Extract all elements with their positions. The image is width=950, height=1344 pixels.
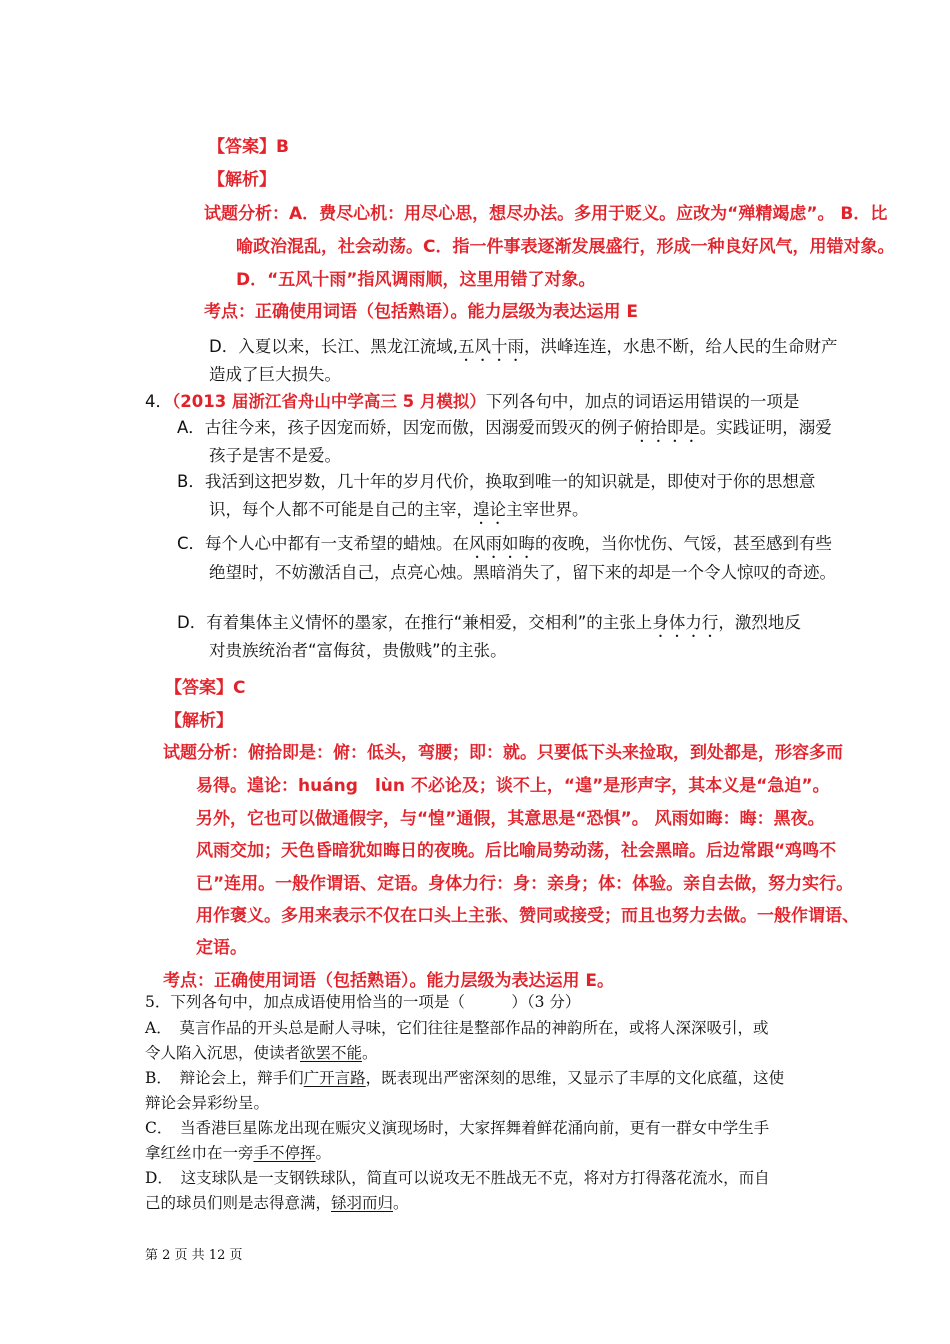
analysis-line: 定语。 bbox=[196, 938, 247, 958]
answer-line-1 bbox=[208, 132, 289, 157]
q4-option-d-line-2: 对贵族统治者“富侮贫，贵傲贱”的主张。 bbox=[209, 641, 507, 660]
analysis-line: D．“五风十雨”指风调雨顺，这里用错了对象。 bbox=[236, 270, 596, 290]
q5-option-c-line-1: C． 当香港巨星陈龙出现在赈灾义演现场时，大家挥舞着鲜花涌向前，更有一群女中学生手 bbox=[145, 1119, 770, 1137]
underlined-idiom: 欲罢不能 bbox=[300, 1044, 363, 1062]
option-text: ，激烈地反 bbox=[718, 613, 801, 632]
underlined-idiom: 铩羽而归 bbox=[331, 1194, 394, 1212]
option-text: A．古往今来，孩子因宠而娇，因宠而傲，因溺爱而毁灭的例子 bbox=[177, 418, 634, 437]
analysis-line: 试题分析：A．费尽心机：用尽心思，想尽办法。多用于贬义。应改为“殚精竭虑”。 B．比 bbox=[204, 204, 888, 224]
option-text: D．有着集体主义情怀的墨家，在推行“兼相爱，交相利”的主张上 bbox=[177, 613, 653, 632]
dotted-phrase: 遑论 bbox=[473, 500, 506, 519]
analysis-line: 喻政治混乱，社会动荡。C．指一件事表逐渐发展盛行，形成一种良好风气，用错对象。 bbox=[236, 237, 895, 257]
option-text: B． 辩论会上，辩手们 bbox=[145, 1069, 304, 1087]
underlined-idiom: 广开言路 bbox=[303, 1069, 366, 1087]
option-text: 识，每个人都不可能是自己的主宰， bbox=[209, 500, 473, 519]
dotted-phrase: 风雨如晦 bbox=[469, 534, 536, 553]
option-text: ，洪峰连连，水患不断，给人民的生命财产 bbox=[523, 337, 838, 356]
question-4-stem bbox=[145, 388, 799, 412]
q5-option-a-line-1: A． 莫言作品的开头总是耐人寻味，它们往往是整部作品的神韵所在，或将人深深吸引，或 bbox=[145, 1019, 769, 1037]
q5-option-d-line-2 bbox=[145, 1191, 409, 1213]
q4-option-a-line-2: 孩子是害不是爱。 bbox=[209, 446, 341, 465]
q4-option-c-line-1 bbox=[177, 530, 832, 562]
option-text: 。实践证明，溺爱 bbox=[699, 418, 832, 437]
q4-option-b-line-2 bbox=[209, 496, 589, 528]
q4-option-c-line-2: 绝望时，不妨激活自己，点亮心烛。黑暗消失了，留下来的却是一个令人惊叹的奇迹。 bbox=[209, 563, 836, 582]
analysis-line: 已”连用。一般作谓语、定语。身体力行：身：亲身；体：体验。亲自去做，努力实行。 bbox=[196, 874, 854, 894]
kaodian-text: 考点：正确使用词语（包括熟语）。能力层级为表达运用 E bbox=[204, 302, 639, 322]
option-text: 己的球员们则是志得意满， bbox=[145, 1194, 332, 1212]
question-stem: 下列各句中，加点的词语运用错误的一项是 bbox=[485, 392, 800, 411]
analysis-line: 风雨交加；天色昏暗犹如晦日的夜晚。后比喻局势动荡，社会黑暗。后边常跟“鸡鸣不 bbox=[196, 841, 837, 861]
option-text: 。 bbox=[315, 1144, 332, 1162]
option-text: 拿红丝巾在一旁 bbox=[145, 1144, 254, 1162]
question-source: （2013 届浙江省舟山中学高三 5 月模拟） bbox=[172, 392, 486, 411]
analysis-line: 另外，它也可以做通假字，与“惶”通假，其意思是“恐惧”。 风雨如晦：晦：黑夜。 bbox=[196, 809, 825, 829]
analysis-line: 试题分析：俯拾即是：俯：低头，弯腰；即：就。只要低下头来捡取，到处都是，形容多而 bbox=[163, 743, 843, 763]
page-footer: 第 2 页 共 12 页 bbox=[145, 1248, 243, 1263]
q5-option-c-line-2 bbox=[145, 1141, 331, 1163]
answer-value: B bbox=[276, 137, 289, 157]
option-text: D．入夏以来，长江、黑龙江流域, bbox=[209, 337, 458, 356]
dotted-phrase: 俯拾即是 bbox=[633, 418, 700, 437]
analysis-line: 易得。遑论：huáng lùn 不必论及；谈不上，“遑”是形声字，其本义是“急迫”。 bbox=[196, 776, 830, 796]
dotted-phrase: 身体力行 bbox=[652, 613, 719, 632]
answer-label: 【答案】 bbox=[165, 678, 233, 698]
option-text: 。 bbox=[393, 1194, 409, 1212]
q4-option-b-line-1: B．我活到这把岁数，几十年的岁月代价，换取到唯一的知识就是，即使对于你的思想意 bbox=[177, 472, 816, 491]
analysis-label: 【解析】 bbox=[165, 711, 233, 731]
q5-option-b-line-1 bbox=[145, 1066, 784, 1088]
kaodian-text: 考点：正确使用词语（包括熟语）。能力层级为表达运用 E。 bbox=[163, 971, 615, 991]
analysis-line: 用作褒义。多用来表示不仅在口头上主张、赞同或接受；而且也努力去做。一般作谓语、 bbox=[196, 906, 859, 926]
option-text: ，既表现出严密深刻的思维，又显示了丰厚的文化底蕴，这使 bbox=[365, 1069, 785, 1087]
answer-value: C bbox=[233, 678, 246, 698]
q5-option-a-line-2 bbox=[145, 1041, 378, 1063]
question-5-stem: 5．下列各句中，加点成语使用恰当的一项是（ ）（3 分） bbox=[145, 993, 581, 1011]
underlined-idiom: 手不停挥 bbox=[253, 1144, 316, 1162]
dotted-phrase: 五风十雨 bbox=[457, 337, 524, 356]
option-text: C．每个人心中都有一支希望的蜡烛。在 bbox=[177, 534, 470, 553]
option-text: 主宰世界。 bbox=[506, 500, 589, 519]
analysis-label: 【解析】 bbox=[208, 170, 276, 190]
option-text: 的夜晚，当你忧伤、气馁，甚至感到有些 bbox=[535, 534, 833, 553]
answer-line-2 bbox=[165, 673, 245, 698]
option-text: 。 bbox=[362, 1044, 378, 1062]
option-text: 令人陷入沉思，使读者 bbox=[145, 1044, 301, 1062]
question-number: 4． bbox=[145, 392, 172, 411]
option-d-line-2: 造成了巨大损失。 bbox=[209, 365, 341, 384]
q5-option-b-line-2: 辩论会异彩纷呈。 bbox=[145, 1094, 270, 1112]
answer-label: 【答案】 bbox=[208, 137, 276, 157]
q5-option-d-line-1: D． 这支球队是一支钢铁球队，简直可以说攻无不胜战无不克，将对方打得落花流水，而自 bbox=[145, 1169, 770, 1187]
